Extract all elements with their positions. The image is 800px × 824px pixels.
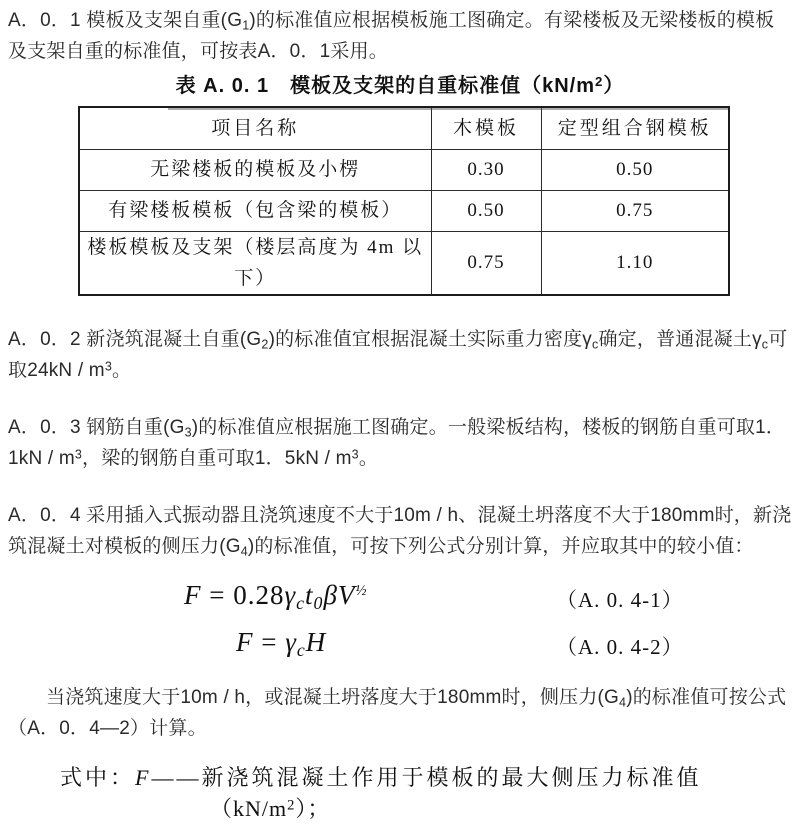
row-steel-value: 1.10	[541, 231, 729, 295]
formula-a-0-4-2	[8, 625, 792, 672]
scan-artifact-line	[168, 108, 728, 110]
row-item-label: 楼板模板及支架（楼层高度为 4m 以下）	[79, 231, 431, 295]
table-header-row	[79, 107, 729, 149]
table-row	[79, 231, 729, 295]
paragraph-a-0-2: A．0．2 新浇筑混凝土自重$(G_2)$的标准值宜根据混凝土实际重力密度$\gamma_c$确定，普通混凝土$\gamma_c$可取$24kN / m^3$。	[8, 328, 788, 381]
row-wood-value: 0.75	[431, 231, 541, 295]
formwork-self-weight-table	[78, 106, 730, 296]
paragraph-a-0-4: A．0．4 采用插入式振动器且浇筑速度不大于10m / h、混凝土坍落度不大于180mm时，新浇筑混凝土对模板的侧压力$(G_4)$的标准值，可按下列公式分别计算，并应取其中的较小值：	[8, 504, 792, 558]
symbol-legend	[60, 762, 792, 824]
row-steel-value: 0.75	[541, 190, 729, 231]
paragraph-pour-speed-note: 当浇筑速度大于10m / h，或混凝土坍落度大于180mm时，侧压力$(G_4)$的标准值可按公式（A．0．4—2）计算。	[8, 686, 787, 739]
formula-a-0-4-1	[8, 578, 792, 625]
legend-line-definition: 式中：F——新浇筑混凝土作用于模板的最大侧压力标准值	[60, 764, 702, 790]
equation-number: （A. 0. 4-2）	[556, 634, 684, 659]
table-title: 表 A. 0. 1 模板及支架的自重标准值$(kN/m^2)$	[175, 74, 625, 97]
row-steel-value: 0.50	[541, 149, 729, 190]
formula-expression: $F = \gamma_cH$	[236, 626, 327, 660]
equation-number: （A. 0. 4-1）	[556, 587, 684, 612]
row-item-label: 无梁楼板的模板及小楞	[79, 149, 431, 190]
table-row	[79, 190, 729, 231]
table-row	[79, 149, 729, 190]
column-header-wood-formwork: 木模板	[431, 107, 541, 149]
legend-line-unit: $(kN/m^2)$；	[210, 795, 331, 821]
paragraph-a-0-1: A．0．1 模板及支架自重$(G_1)$的标准值应根据模板施工图确定。有梁楼板及无梁楼板的模板及支架自重的标准值，可按表A．0．1采用。	[8, 10, 775, 62]
row-item-label: 有梁楼板模板（包含梁的模板）	[79, 190, 431, 231]
row-wood-value: 0.30	[431, 149, 541, 190]
column-header-steel-formwork: 定型组合钢模板	[541, 107, 729, 149]
paragraph-a-0-3: A．0．3 钢筋自重$(G_3)$的标准值应根据施工图确定。一般梁板结构，楼板的钢筋自重可取1．$1kN / m^3$，梁的钢筋自重可取1．$5kN / m^3$。	[8, 416, 786, 469]
table-wrap	[8, 106, 792, 296]
row-wood-value: 0.50	[431, 190, 541, 231]
formula-expression: $F = 0.28\gamma_ct_0\beta V^{\frac{1}{2}}$	[184, 579, 368, 613]
column-header-item-name: 项目名称	[79, 107, 431, 149]
